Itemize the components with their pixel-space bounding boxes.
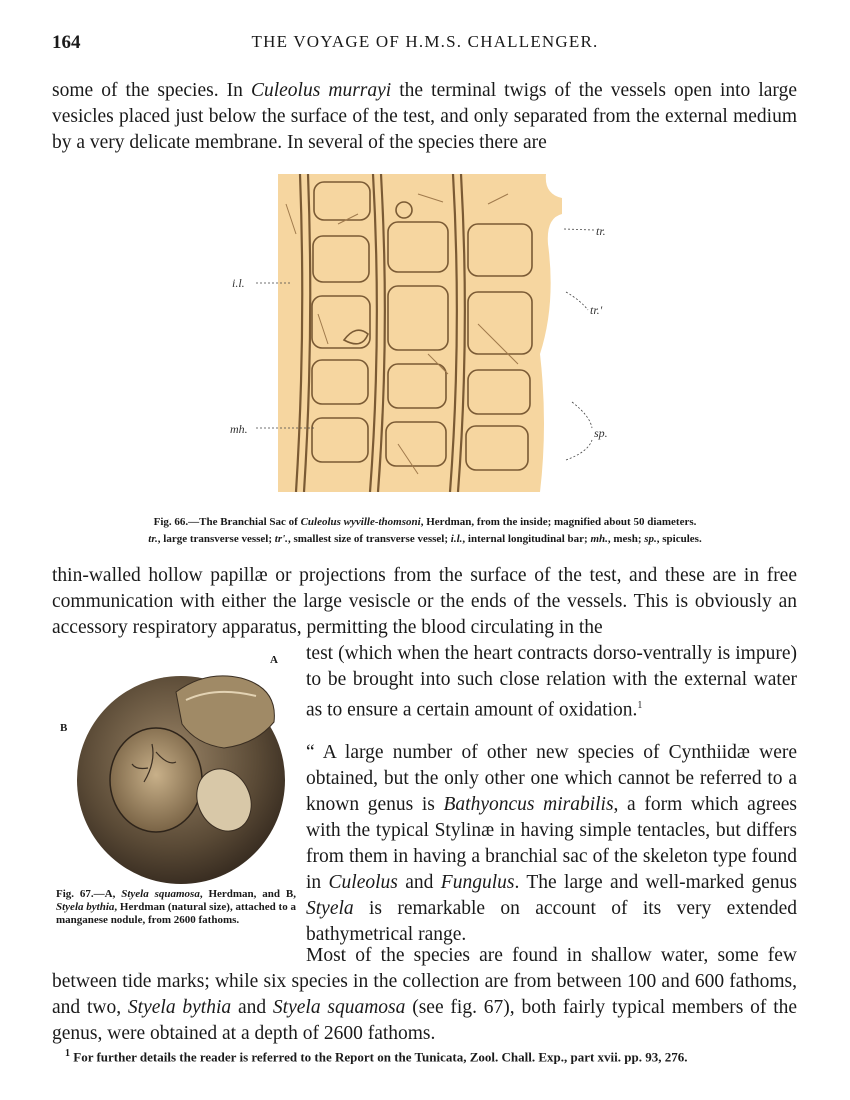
figure-67-nodule: [56, 652, 296, 887]
running-title: THE VOYAGE OF H.M.S. CHALLENGER.: [251, 32, 599, 51]
figure-66-leader-lines: [0, 0, 850, 520]
nodule-illustration: [56, 652, 296, 887]
figure-66-caption: Fig. 66.—The Branchial Sac of Culeolus wyville-thomsoni, Herdman, from the inside; magnified about 50 diameters. tr., large transverse vessel; tr'., smallest size of transverse vessel; i.l., internal longitudinal bar; mh., mesh; sp., spicules.: [148, 516, 702, 545]
paragraph-2: thin-walled hollow papillæ or projections from the surface of the test, and these are in free communication with either the large vesiscle or the ends of the vessels. This is obviously an accessory respiratory apparatus, permitting the blood circulating in the: [52, 565, 797, 638]
label-tr: tr.: [596, 224, 606, 238]
paragraph-4: Most of the species are found in shallow water, some few between tide marks; while six species in the collection are from between 100 and 600 fathoms, and two, Styela bythia and Styela squamosa (see fig. 67), both fairly typical members of the genus, were obtained at a depth of 2600 fathoms.: [52, 945, 798, 1044]
page-number: 164: [52, 32, 81, 53]
label-sp: sp.: [594, 426, 608, 440]
styela-bythia-shell: [110, 728, 202, 832]
footnote: $^1$ For further details the reader is referred to the Report on the Tunicata, Zool. Chall. Exp., part xvii. pp. 93, 276.: [65, 1048, 688, 1065]
figure-67-label-a: A: [270, 654, 278, 666]
paragraph-2-continued: test (which when the heart contracts dorso-ventrally is impure) to be brought into such close relation with the external water as to ensure a certain amount of oxidation.$^1$: [306, 643, 797, 721]
paragraph-1: some of the species. In Culeolus murrayi the terminal twigs of the vessels open into large vesicles placed just below the surface of the test, and only separated from the external medium by a very delicate membrane. In several of the species there are: [52, 80, 797, 153]
figure-67-caption: Fig. 67.—A, Styela squamosa, Herdman, and B, Styela bythia, Herdman (natural size), attached to a manganese nodule, from 2600 fathoms.: [56, 888, 296, 926]
label-mh: mh.: [230, 422, 248, 436]
label-tr-prime: tr.': [590, 303, 603, 317]
figure-67-label-b: B: [60, 722, 68, 734]
label-il: i.l.: [232, 276, 245, 290]
paragraph-3: “ A large number of other new species of Cynthiidæ were obtained, but the only other one which cannot be referred to a known genus is Bathyoncus mirabilis, a form which agrees with the typical Stylinæ in having simple tentacles, but differs from them in having a branchial sac of the skeleton type found in Culeolus and Fungulus. The large and well-marked genus Styela is remarkable on account of its very extended bathymetrical range.: [306, 742, 797, 945]
